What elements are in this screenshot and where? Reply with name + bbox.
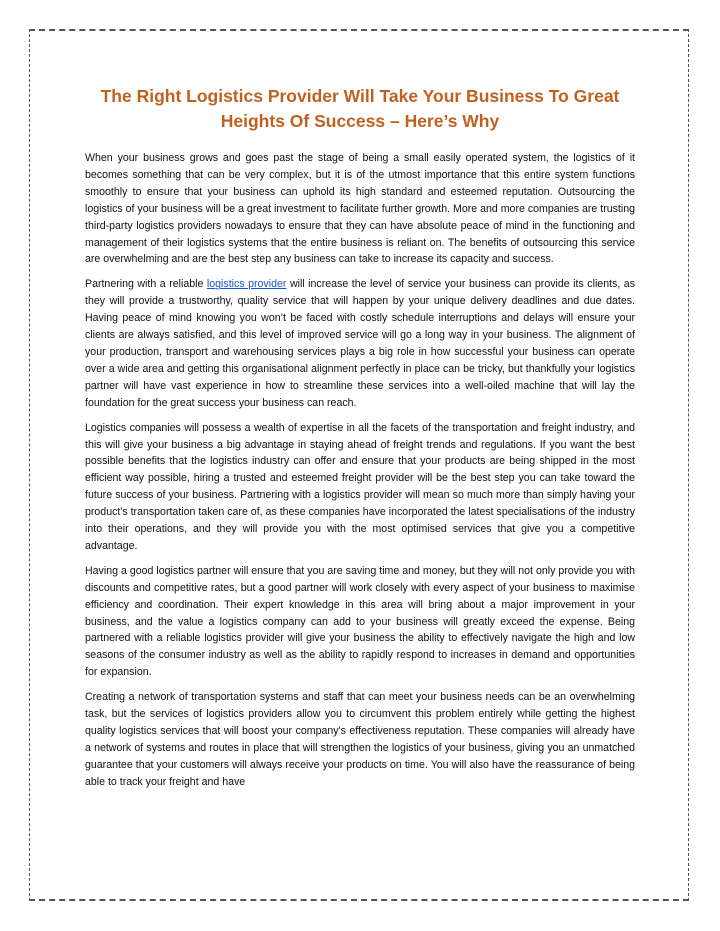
paragraph-1: When your business grows and goes past the stage of being a small easily operated system, the logistics of it becomes something that can be very complex, but it is of the utmost importance that this entire system functions smoothly to ensure that your business can uphold its high standard and esteemed reputation. Outsourcing the logistics of your business will be a great investment to facilitate further growth. More and more companies are trusting third-party logistics providers nowadays to ensure that they can have absolute peace of mind in the functioning and management of their logistics systems that the entire business is reliant on. The benefits of outsourcing this service are overwhelming and are the best step any business can take to increase its capacity and success. [85,152,635,266]
paragraph-3: Logistics companies will possess a wealth of expertise in all the facets of the transportation and freight industry, and this will give your business a big advantage in staying ahead of freight trends and regulations. If you want the best possible benefits that the logistics industry can offer and ensure that your products are being shipped in the most efficient way possible, hiring a trusted and esteemed freight provider will be the best step you can take toward the future success of your business. Partnering with a logistics provider will mean so much more than simply having your product's transportation taken care of, as these companies have incorporated the latest specialisations of the industry into their operations, and they will provide you with the most optimised services that give you a competitive advantage. [85,421,635,552]
logistics-provider-link[interactable]: logistics provider [206,278,287,291]
document-body [85,84,635,799]
paragraph-4: Having a good logistics partner will ensure that you are saving time and money, but they will not only provide you with discounts and competitive rates, but a good partner will work closely with every aspect of your business to maximise efficiency and coordination. Their expert knowledge in this area will bring about a major improvement in your business, and the value a logistics company can add to your business will greatly exceed the expense. Being partnered with a reliable logistics provider will give your business the ability to effectively navigate the high and low seasons of the consumer industry as well as the ability to rapidly respond to increases in demand and opportunities for expansion. [85,564,635,679]
paragraph-2 [85,276,635,411]
paragraph-5: Creating a network of transportation systems and staff that can meet your business needs can be an overwhelming task, but the services of logistics providers allow you to circumvent this problem entirely while getting the highest quality logistics services that will boost your company's effectiveness reputation. These companies will already have a network of systems and routes in place that will strengthen the logistics of your business, giving you an unmatched guarantee that your customers will always receive your products on time. You will also have the reassurance of being able to track your freight and have [85,691,635,788]
document-title: The Right Logistics Provider Will Take Your Business To Great Heights Of Success – Here’s Why [100,86,620,131]
paragraph-2-rest: will increase the level of service your business can provide its clients, as they will provide a trustworthy, quality service that will happen by your unique delivery deadlines and due dates. Having peace of mind knowing you won’t be faced with costly schedule interruptions and delays will ensure your clients are always satisfied, and this level of improved service will go a long way in your business. The alignment of your production, transport and warehousing services plays a big role in how successful your business can operate over a wide area and getting this organisational alignment perfectly in place can be tricky, but thankfully your logistics partner will have vast experience in how to streamline these services into a well-oiled machine that will lay the foundation for the great success your business can reach. [85,278,635,409]
paragraph-2-lead: Partnering with a reliable [85,278,207,291]
